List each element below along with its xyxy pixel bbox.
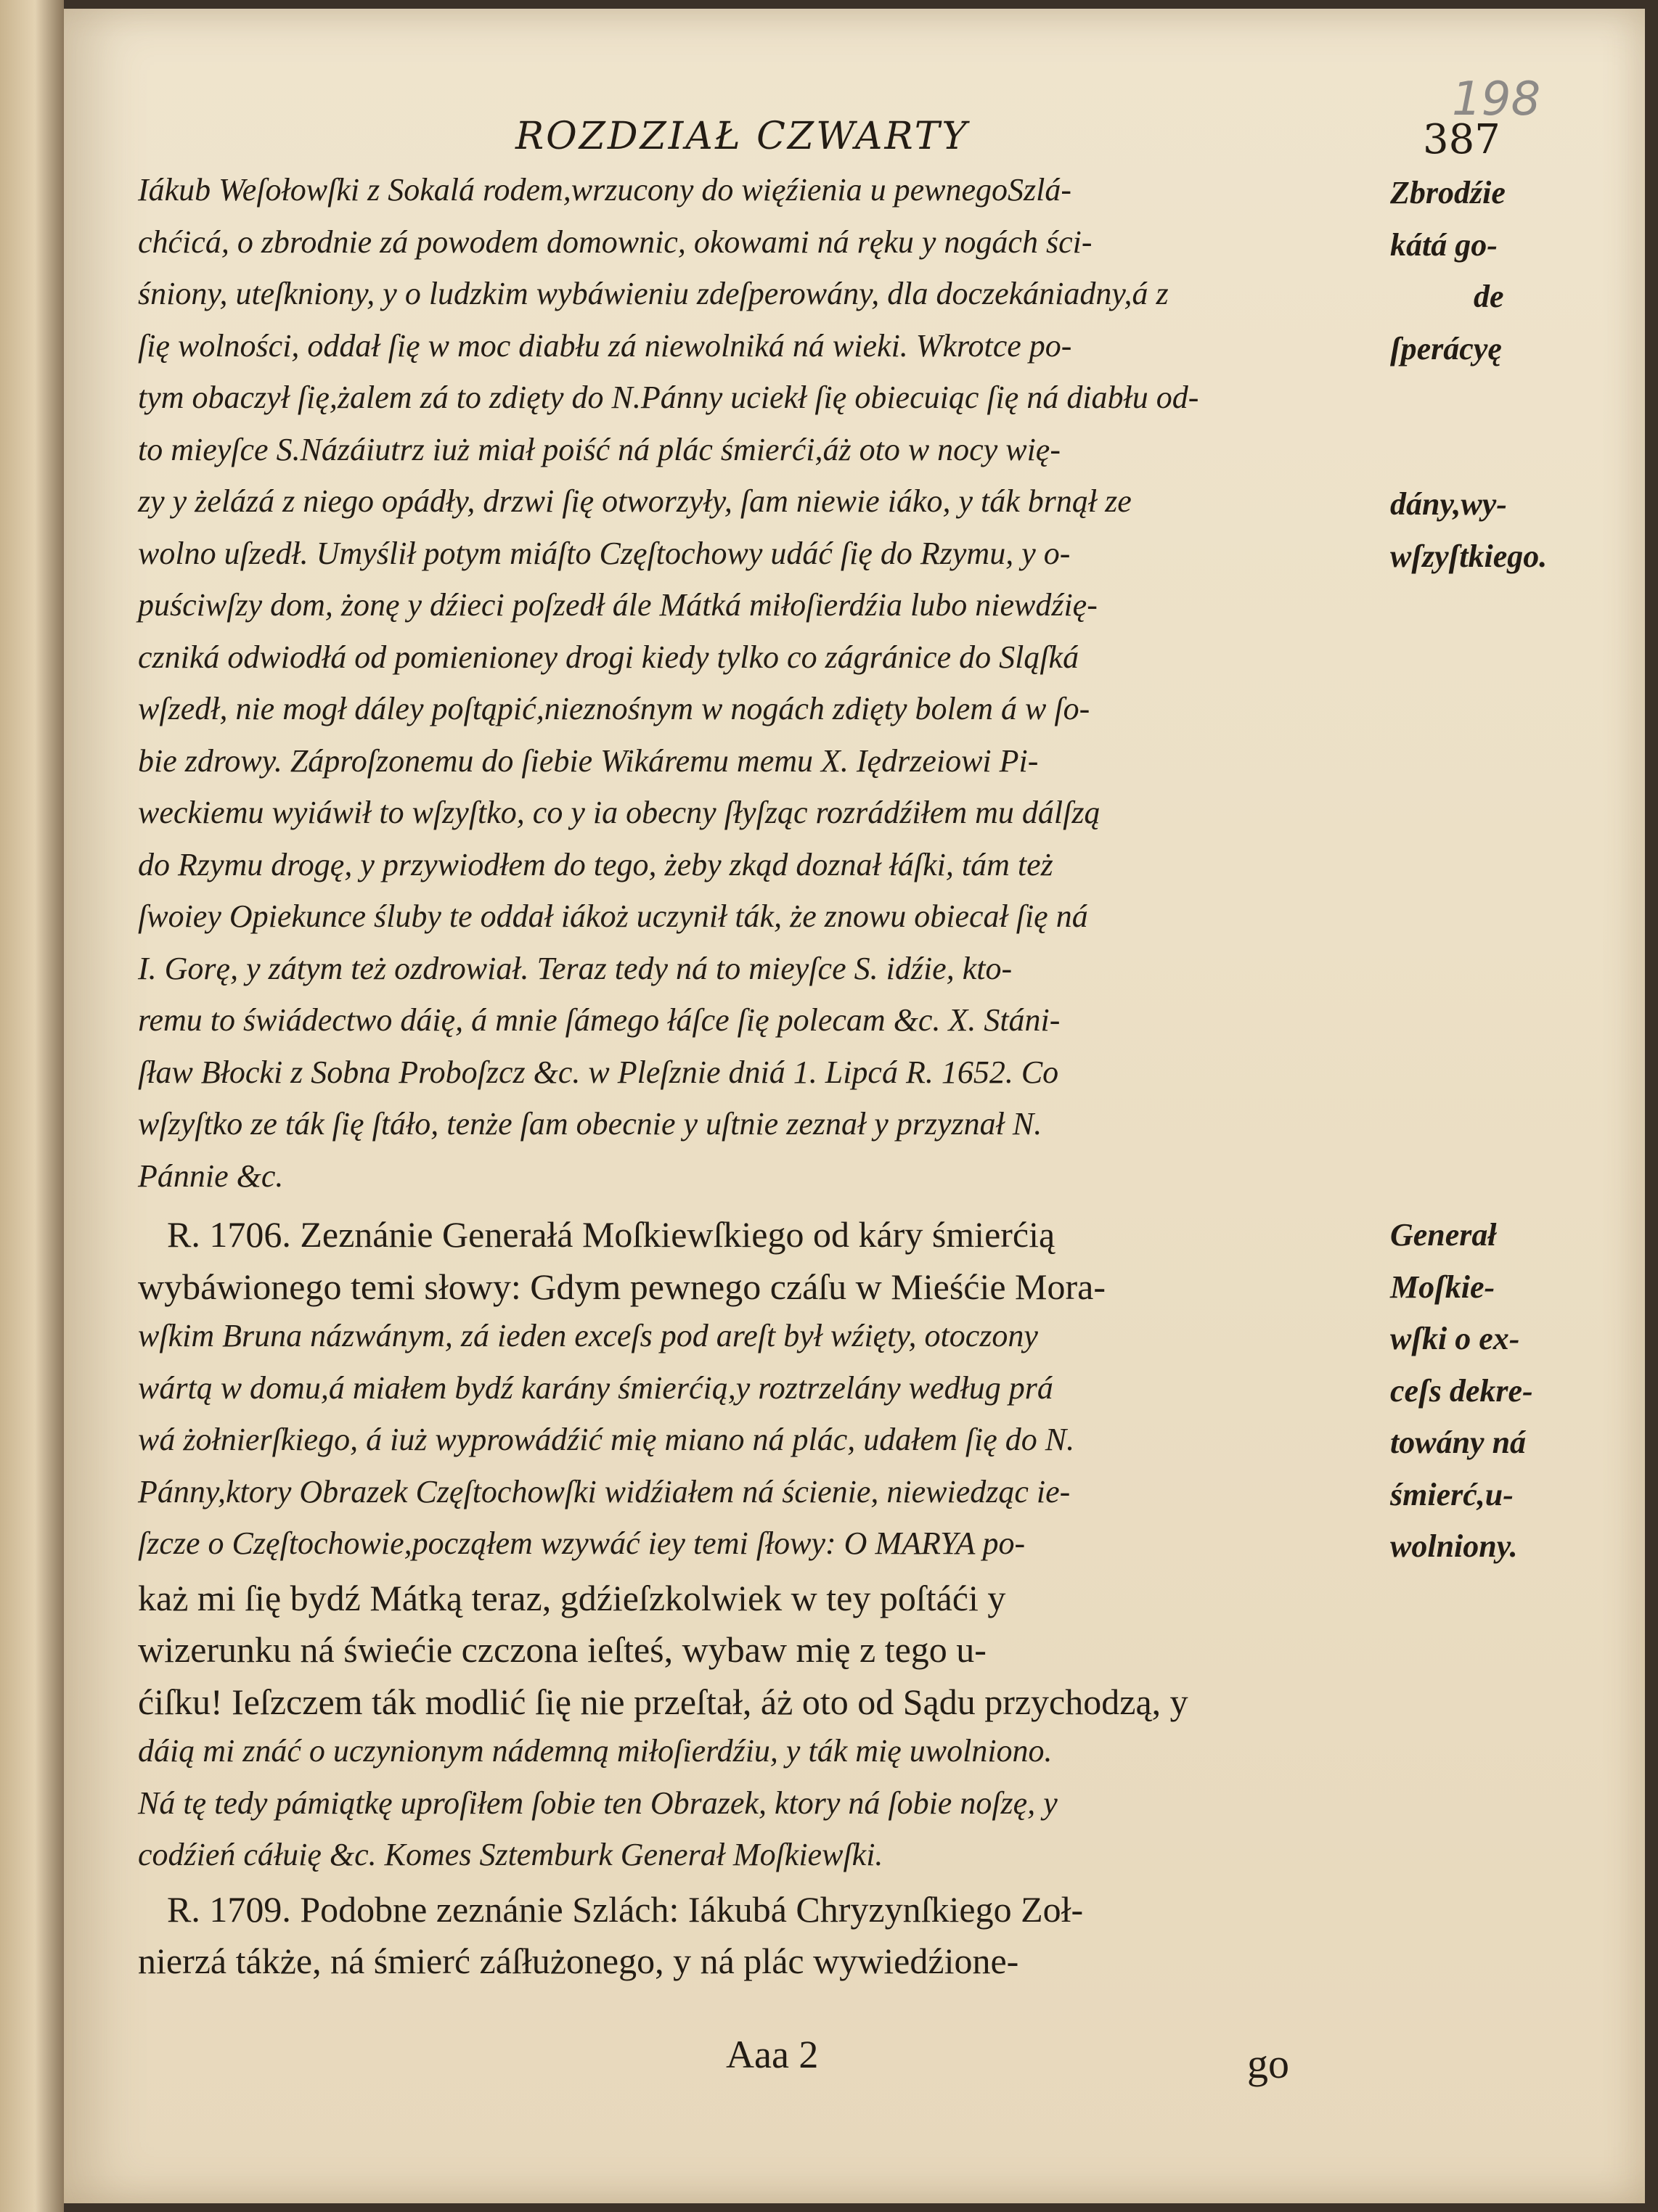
folio-pencil-note: 198 bbox=[1452, 73, 1541, 126]
text-line: bie zdrowy. Záproſzonemu do ſiebie Wikáremu memu X. Iędrzeiowi Pi- bbox=[138, 742, 1039, 779]
text-line: ćiſku! Ieſzczem ták modlić ſię nie przeſtał, áż oto od Sądu przychodzą, y bbox=[138, 1681, 1188, 1722]
text-line: I. Gorę, y zátym też ozdrowiał. Teraz tedy ná to mieyſce S. idźie, kto- bbox=[138, 950, 1013, 986]
text-line: ſzcze o Częſtochowie,począłem wzywáć iey temi ſłowy: O MARYA po- bbox=[138, 1525, 1026, 1561]
text-line: remu to świádectwo dáię, á mnie ſámego łáſce ſię polecam &c. X. Stáni- bbox=[138, 1002, 1061, 1038]
page-number: 387 bbox=[1423, 116, 1500, 163]
text-line: wybáwionego temi słowy: Gdym pewnego czáſu w Mieśćie Mora- bbox=[138, 1266, 1106, 1307]
text-line: Pánnie &c. bbox=[138, 1158, 284, 1194]
signature-mark: Aaa 2 bbox=[726, 2033, 819, 2076]
margin-note: kátá go- bbox=[1390, 226, 1498, 263]
text-line: zy y żelázá z niego opádły, drzwi ſię otworzyły, ſam niewie iáko, y ták brnął ze bbox=[138, 483, 1132, 519]
facing-page-edge bbox=[0, 0, 64, 2212]
text-line: czniká odwiodłá od pomienioney drogi kiedy tylko co zágránice do Sląſká bbox=[138, 639, 1079, 675]
margin-note: śmierć,u- bbox=[1390, 1476, 1514, 1512]
text-line: Iákub Weſołowſki z Sokalá rodem,wrzucony do więźienia u pewnegoSzlá- bbox=[138, 172, 1072, 208]
text-line: śniony, uteſkniony, y o ludzkim wybáwieniu zdeſperowány, dla doczekániadny,á z bbox=[138, 276, 1169, 311]
margin-note: towány ná bbox=[1390, 1425, 1527, 1460]
catchword: go bbox=[1247, 2040, 1289, 2087]
text-line: ſwoiey Opiekunce śluby te oddał iákoż uczynił ták, że znowu obiecał ſię ná bbox=[138, 898, 1088, 934]
text-line: wolno uſzedł. Umyślił potym miáſto Częſtochowy udáć ſię do Rzymu, y o- bbox=[138, 535, 1071, 571]
text-line: R. 1706. Zeznánie Generałá Moſkiewſkiego od káry śmierćią bbox=[167, 1214, 1055, 1255]
margin-note: Moſkie- bbox=[1390, 1269, 1495, 1305]
text-line: do Rzymu drogę, y przywiodłem do tego, żeby zkąd doznał łáſki, tám też bbox=[138, 846, 1053, 882]
text-line: wſkim Bruna názwánym, zá ieden exceſs pod areſt był wźięty, otoczony bbox=[138, 1318, 1038, 1353]
text-line: puściwſzy dom, żonę y dźieci poſzedł ále Mátká miłoſierdźia lubo niewdźię- bbox=[138, 587, 1098, 623]
text-line: ſław Błocki z Sobna Proboſzcz &c. w Pleſznie dniá 1. Lipcá R. 1652. Co bbox=[138, 1054, 1059, 1090]
text-line: to mieyſce S.Názáiutrz iuż miał poiść ná plác śmierći,áż oto w nocy wię- bbox=[138, 431, 1061, 467]
text-line: ſię wolności, oddał ſię w moc diabłu zá niewolniká ná wieki. Wkrotce po- bbox=[138, 327, 1072, 364]
running-header: ROZDZIAŁ CZWARTY bbox=[515, 115, 969, 158]
margin-note: dány,wy- bbox=[1390, 486, 1507, 522]
text-line: dáią mi znáć o uczynionym nádemną miłoſierdźiu, y ták mię uwolniono. bbox=[138, 1733, 1053, 1769]
text-line: wártą w domu,á miałem bydź karány śmierćią,y roztrzelány według prá bbox=[138, 1369, 1053, 1406]
text-line: weckiemu wyiáwił to wſzyſtko, co y ia obecny ſłyſząc rozrádźiłem mu dálſzą bbox=[138, 795, 1100, 830]
text-line: Ná tę tedy pámiątkę uproſiłem ſobie ten Obrazek, ktory ná ſobie noſzę, y bbox=[138, 1785, 1058, 1821]
text-line: codźień cáłuię &c. Komes Sztemburk Generał Moſkiewſki. bbox=[138, 1837, 883, 1872]
margin-note: Generał bbox=[1390, 1217, 1497, 1253]
margin-note: ceſs dekre- bbox=[1390, 1372, 1533, 1409]
margin-note: wolniony. bbox=[1390, 1528, 1518, 1564]
text-line: nierzá tákże, ná śmierć záſłużonego, y ná plác wywiedźione- bbox=[138, 1941, 1019, 1981]
margin-note: ſperácyę bbox=[1390, 330, 1502, 366]
text-line: R. 1709. Podobne zeznánie Szlách: Iákubá Chryzynſkiego Zoł- bbox=[167, 1888, 1084, 1930]
text-line: wá żołnierſkiego, á iuż wyprowádźić mię miano ná plác, udałem ſię do N. bbox=[138, 1422, 1075, 1457]
margin-note: de bbox=[1474, 279, 1504, 314]
text-line: wſzyſtko ze ták ſię ſtáło, tenże ſam obecnie y uſtnie zeznał y przyznał N. bbox=[138, 1106, 1042, 1142]
margin-note: Zbrodźie bbox=[1390, 175, 1506, 210]
text-line: tym obaczył ſię,żalem zá to zdięty do N.Pánny uciekł ſię obiecuiąc ſię ná diabłu od- bbox=[138, 380, 1199, 415]
margin-note: wſki o ex- bbox=[1390, 1321, 1520, 1356]
text-line: wſzedł, nie mogł dáley poſtąpić,nieznośnym w nogách zdięty bolem á w ſo- bbox=[138, 691, 1090, 726]
text-line: każ mi ſię bydź Mátką teraz, gdźieſzkolwiek w tey poſtáći y bbox=[138, 1577, 1006, 1618]
text-line: Pánny,ktory Obrazek Częſtochowſki widźiałem ná ścienie, niewiedząc ie- bbox=[138, 1473, 1071, 1510]
text-line: chćicá, o zbrodnie zá powodem domownic, okowami ná ręku y nogách ści- bbox=[138, 224, 1093, 260]
margin-note: wſzyſtkiego. bbox=[1390, 538, 1548, 574]
text-line: wizerunku ná świećie czczona ieſteś, wybaw mię z tego u- bbox=[138, 1629, 987, 1670]
